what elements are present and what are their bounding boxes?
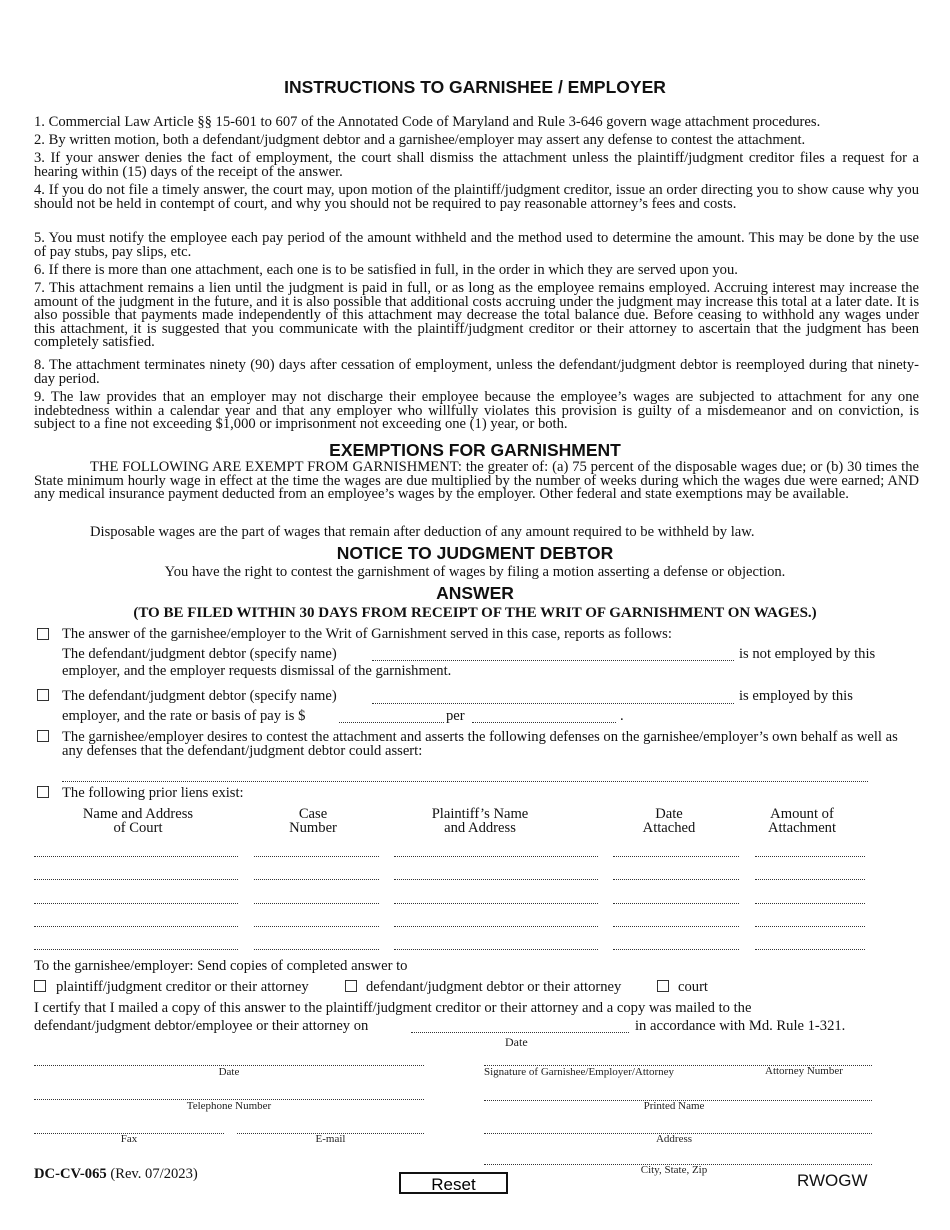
exemptions-text: THE FOLLOWING ARE EXEMPT FROM GARNISHMENT: the greater of: (a) 75 percent of the disposable wages due; or (b) 30 times the State minimum hourly wage in effect at the time the wages are due multiplied by the number of weeks during which the wages due were earned; AND any medical insurance payment deducted from an employee’s wages by the employer. Other federal and state exemptions may be available. [34, 459, 919, 503]
opt1-line3: employer, and the employer requests dismissal of the garnishment. [62, 663, 452, 679]
mailed-date-field[interactable] [411, 1032, 629, 1033]
lien-court-field[interactable] [34, 856, 238, 857]
instruction-item: 9. The law provides that an employer may not discharge their employee because the employee’s wages are subjected to attachment for any one indebtedness within a calendar year and that any employer who willfully violates this provision is guilty of a misdemeanor and on conviction, is subject to a fine not exceeding $1,000 or imprisonment not exceeding one (1) year, or both. [34, 389, 919, 433]
col-line: Attachment [767, 820, 837, 836]
form-id [34, 1168, 198, 1182]
lien-date-field[interactable] [613, 903, 739, 904]
col-line: Date [655, 806, 683, 822]
opt1-line2a: The defendant/judgment debtor (specify name) [62, 646, 337, 662]
form-revision: (Rev. 07/2023) [110, 1166, 198, 1182]
attorney-number-label: Attorney Number [765, 1065, 843, 1077]
opt2-per: per [446, 708, 465, 724]
lien-date-field[interactable] [613, 949, 739, 950]
email-label: E-mail [315, 1133, 346, 1145]
send-creditor-label: plaintiff/judgment creditor or their attorney [56, 979, 309, 995]
instruction-item: 8. The attachment terminates ninety (90) days after cessation of employment, unless the defendant/judgment debtor is reemployed during that ninety-day period. [34, 357, 919, 387]
employed-checkbox[interactable] [37, 689, 49, 701]
instruction-item: 2. By written motion, both a defendant/judgment debtor and a garnishee/employer may assert any defense to contest the attachment. [34, 132, 806, 148]
send-debtor-label: defendant/judgment debtor or their attorney [366, 979, 622, 995]
lien-court-field[interactable] [34, 926, 238, 927]
disposable-wages-text: Disposable wages are the part of wages that remain after deduction of any amount required to be withheld by law. [90, 524, 755, 540]
lien-case-field[interactable] [254, 903, 379, 904]
col-line: Amount of [770, 806, 834, 822]
contest-checkbox[interactable] [37, 730, 49, 742]
pay-period-field[interactable] [472, 722, 616, 723]
lien-plaintiff-field[interactable] [394, 949, 598, 950]
lien-amount-field[interactable] [755, 903, 865, 904]
opt2-line1a: The defendant/judgment debtor (specify name) [62, 688, 337, 704]
lien-plaintiff-field[interactable] [394, 926, 598, 927]
lien-plaintiff-field[interactable] [394, 903, 598, 904]
notice-text: You have the right to contest the garnishment of wages by filing a motion asserting a defense or objection. [164, 564, 786, 580]
date-label: Date [218, 1066, 240, 1078]
lien-plaintiff-field[interactable] [394, 856, 598, 857]
instruction-item: 5. You must notify the employee each pay period of the amount withheld and the method used to determine the amount. This may be done by the use of pay stubs, pay slips, etc. [34, 230, 919, 260]
opt3-text: The garnishee/employer desires to contest the attachment and asserts the following defenses on the garnishee/employer’s own behalf as well as any defenses that the defendant/judgment debtor could assert: [62, 729, 898, 759]
mailed-date-label: Date [505, 1035, 528, 1049]
signature-label: Signature of Garnishee/Employer/Attorney [484, 1066, 675, 1078]
opt2-line1b: is employed by this [739, 688, 853, 704]
defenses-field[interactable] [62, 781, 868, 782]
send-copies-text: To the garnishee/employer: Send copies of completed answer to [34, 958, 408, 974]
lien-amount-field[interactable] [755, 856, 865, 857]
instruction-item: 7. This attachment remains a lien until the judgment is paid in full, or as long as the employee remains employed. Accruing interest may increase the amount of the judgment in the future, and it is also possible that additional costs accruing under the judgment may increase this total at a later date. It is also possible that payments made independently of this attachment may decrease the total balance due. Before ceasing to withhold any wages under this attachment, it is suggested that you communicate with the plaintiff/judgment creditor or their attorney to ascertain that the judgment has been completely satisfied. [34, 280, 919, 351]
form-code: RWOGW [797, 1171, 868, 1190]
certify-line1: I certify that I mailed a copy of this answer to the plaintiff/judgment creditor or their attorney and a copy was mailed to the [34, 1000, 752, 1016]
send-debtor-checkbox[interactable] [345, 980, 357, 992]
lien-amount-field[interactable] [755, 949, 865, 950]
opt1-line1: The answer of the garnishee/employer to the Writ of Garnishment served in this case, reports as follows: [62, 626, 672, 642]
opt4-text: The following prior liens exist: [62, 785, 244, 801]
col-line: Case [298, 806, 328, 822]
printed-name-label: Printed Name [643, 1100, 705, 1112]
col-line: Plaintiff’s Name [431, 806, 529, 822]
not-employed-checkbox[interactable] [37, 628, 49, 640]
liens-col-header-court [54, 807, 222, 835]
prior-liens-checkbox[interactable] [37, 786, 49, 798]
lien-date-field[interactable] [613, 926, 739, 927]
answer-heading: ANSWER [436, 583, 514, 603]
not-employed-name-field[interactable] [372, 660, 734, 661]
instruction-item: 6. If there is more than one attachment, each one is to be satisfied in full, in the order in which they are served upon you. [34, 262, 738, 278]
notice-heading: NOTICE TO JUDGMENT DEBTOR [336, 543, 614, 563]
col-line: of Court [113, 820, 163, 836]
city-state-zip-label: City, State, Zip [640, 1164, 708, 1176]
liens-col-header-plaintiff [395, 807, 565, 835]
liens-col-header-case [253, 807, 373, 835]
lien-case-field[interactable] [254, 879, 379, 880]
col-line: and Address [444, 820, 516, 836]
opt2-period: . [620, 708, 624, 724]
fax-label: Fax [120, 1133, 138, 1145]
lien-amount-field[interactable] [755, 879, 865, 880]
pay-rate-field[interactable] [339, 722, 444, 723]
col-line: Name and Address [82, 806, 194, 822]
form-number: DC-CV-065 [34, 1166, 107, 1182]
lien-plaintiff-field[interactable] [394, 879, 598, 880]
lien-amount-field[interactable] [755, 926, 865, 927]
address-label: Address [655, 1133, 693, 1145]
opt1-line2b: is not employed by this [739, 646, 876, 662]
lien-date-field[interactable] [613, 879, 739, 880]
lien-case-field[interactable] [254, 949, 379, 950]
employed-name-field[interactable] [372, 703, 734, 704]
lien-case-field[interactable] [254, 926, 379, 927]
lien-court-field[interactable] [34, 949, 238, 950]
reset-button[interactable]: Reset [399, 1172, 508, 1194]
col-line: Attached [642, 820, 696, 836]
lien-court-field[interactable] [34, 879, 238, 880]
liens-col-header-date [614, 807, 724, 835]
liens-col-header-amount [752, 807, 852, 835]
page-title: INSTRUCTIONS TO GARNISHEE / EMPLOYER [284, 77, 666, 97]
instruction-item: 4. If you do not file a timely answer, the court may, upon motion of the plaintiff/judgment creditor, issue an order directing you to show cause why you should not be held in contempt of court, and why you should not be required to pay reasonable attorney’s fees and costs. [34, 182, 919, 212]
send-creditor-checkbox[interactable] [34, 980, 46, 992]
col-line: Number [289, 820, 337, 836]
lien-case-field[interactable] [254, 856, 379, 857]
answer-subheading: (TO BE FILED WITHIN 30 DAYS FROM RECEIPT OF THE WRIT OF GARNISHMENT ON WAGES.) [133, 605, 817, 621]
lien-court-field[interactable] [34, 903, 238, 904]
instruction-item: 1. Commercial Law Article §§ 15-601 to 607 of the Annotated Code of Maryland and Rule 3-646 govern wage attachment procedures. [34, 114, 821, 130]
lien-date-field[interactable] [613, 856, 739, 857]
certify-line2b: in accordance with Md. Rule 1-321. [635, 1018, 846, 1034]
telephone-label: Telephone Number [186, 1100, 272, 1112]
instruction-item: 3. If your answer denies the fact of employment, the court shall dismiss the attachment unless the plaintiff/judgment creditor files a request for a hearing within (15) days of the receipt of the answer. [34, 150, 919, 180]
exemptions-heading: EXEMPTIONS FOR GARNISHMENT [329, 440, 621, 460]
opt2-line2a: employer, and the rate or basis of pay is $ [62, 708, 306, 724]
certify-line2a: defendant/judgment debtor/employee or their attorney on [34, 1018, 369, 1034]
send-court-checkbox[interactable] [657, 980, 669, 992]
send-court-label: court [678, 979, 708, 995]
